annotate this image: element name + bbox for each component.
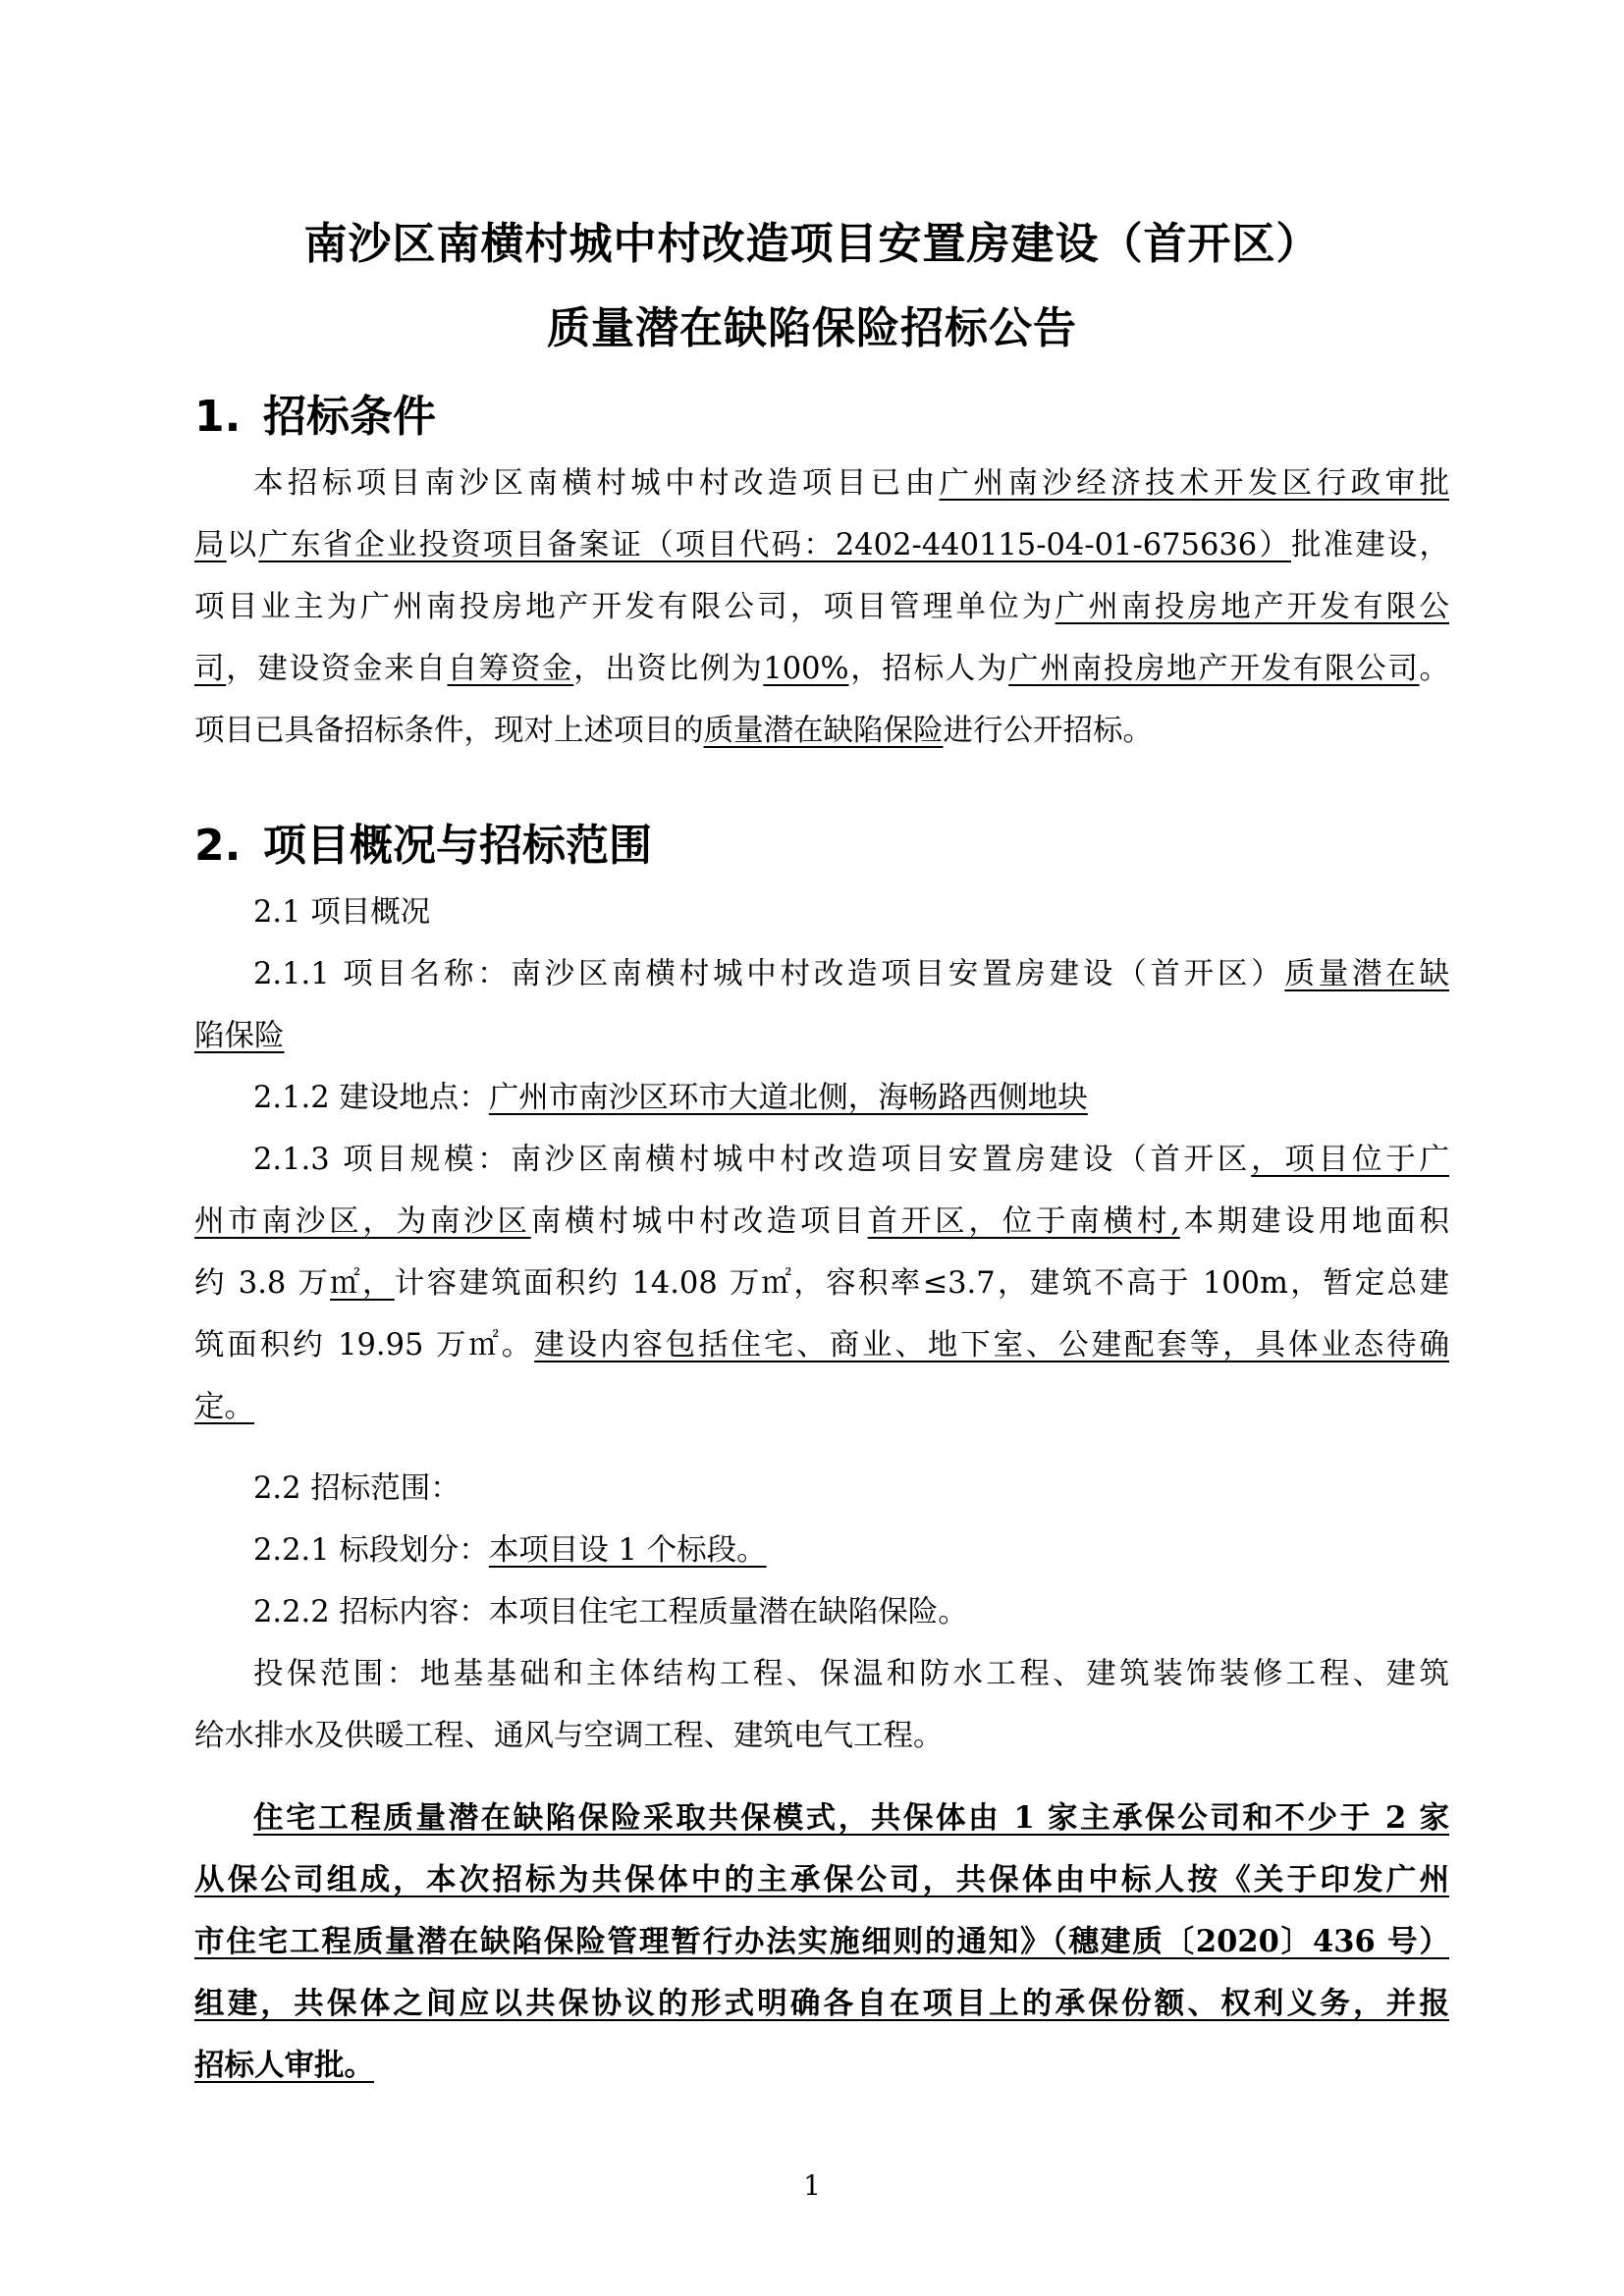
text-run: ，招标人为 (848, 652, 1009, 686)
text-run: 本招标项目南沙区南横村城中村改造项目已由 (253, 466, 940, 501)
text-run: 广州南沙经济技术开发区行政审批 (939, 466, 1450, 501)
text-run: 质量潜在缺陷保险 (703, 714, 944, 748)
section-2-heading (194, 810, 652, 873)
text-run: 计容建筑面积约 14.08 万㎡，容积率≤3.7，建筑不高于 100m，暂定总建 (394, 1266, 1449, 1301)
text-run: 。 (1419, 652, 1450, 686)
co-insurance-line: 组建，共保体之间应以共保协议的形式明确各自在项目上的承保份额、权利义务，并报 (194, 1986, 1449, 2021)
project-scale-line (194, 1326, 1449, 1365)
project-scale-line (194, 1202, 1449, 1242)
text-run: ㎡， (330, 1266, 395, 1301)
text-run: 南横村城中村改造项目 (530, 1204, 868, 1239)
text-run: 2.1.3 项目规模：南沙区南横村城中村改造项目安置房建设（首开区 (253, 1143, 1252, 1177)
paragraph-line (194, 526, 1449, 565)
lot-division-line (253, 1531, 1449, 1571)
text-run: 筑面积约 19.95 万㎡。 (194, 1328, 535, 1362)
title-line-2: 质量潜在缺陷保险招标公告 (547, 303, 1077, 353)
text-run: 质量潜在缺 (1284, 957, 1449, 991)
text-run: 项目业主为广州南投房地产开发有限公司，项目管理单位为 (194, 590, 1056, 624)
overview-label: 2.1 项目概况 (253, 895, 431, 930)
project-name-line-2 (194, 1017, 1449, 1056)
text-run: 广东省企业投资项目备案证（项目代码：2402-440115-04-01-675636） (258, 528, 1291, 562)
section-2-number: 2. (194, 821, 242, 871)
text-run: ，项目位于广 (1251, 1143, 1449, 1177)
tender-content-line: 2.2.2 招标内容：本项目住宅工程质量潜在缺陷保险。 (253, 1595, 968, 1629)
paragraph-line (253, 464, 1449, 504)
coverage-line: 给水排水及供暖工程、通风与空调工程、建筑电气工程。 (194, 1719, 944, 1753)
text-run: 建设内容包括住宅、商业、地下室、公建配套等，具体业态待确 (534, 1328, 1449, 1362)
text-run: 本期建设用地面积 (1179, 1204, 1450, 1239)
text-run: 2.1.2 建设地点： (253, 1081, 489, 1115)
text-run: 2.1.1 项目名称：南沙区南横村城中村改造项目安置房建设（首开区） (253, 957, 1285, 991)
title-line-1: 南沙区南横村城中村改造项目安置房建设（首开区） (303, 219, 1321, 269)
text-run: 司 (194, 652, 227, 686)
text-run: 局 (194, 528, 227, 562)
co-insurance-line: 市住宅工程质量潜在缺陷保险管理暂行办法实施细则的通知》（穗建质〔2020〕436 号） (194, 1924, 1449, 1959)
page-number: 1 (803, 2169, 821, 2202)
text-run: ，出资比例为 (573, 652, 764, 686)
project-location-line (253, 1079, 1449, 1118)
paragraph-line (194, 712, 1449, 751)
section-2-title: 项目概况与招标范围 (263, 821, 652, 871)
co-insurance-line: 住宅工程质量潜在缺陷保险采取共保模式，共保体由 1 家主承保公司和不少于 2 家 (253, 1800, 1449, 1836)
scope-label: 2.2 招标范围： (253, 1471, 460, 1506)
text-run: 约 3.8 万 (194, 1266, 331, 1301)
text-run: 批准建设， (1290, 528, 1450, 562)
project-scale-line (194, 1388, 1449, 1427)
text-run: 广州南投房地产开发有限公 (1055, 590, 1450, 624)
project-scale-line (194, 1264, 1449, 1304)
text-run: 进行公开招标。 (943, 714, 1153, 748)
co-insurance-line: 招标人审批。 (194, 2048, 374, 2083)
section-1-number: 1. (194, 392, 242, 442)
text-run: 2.2.1 标段划分： (253, 1533, 489, 1568)
project-scale-line (253, 1141, 1449, 1180)
text-run: ，建设资金来自 (226, 652, 448, 686)
paragraph-line (194, 588, 1449, 627)
project-name-line (253, 955, 1449, 994)
text-run: 100% (763, 652, 849, 686)
text-run: 陷保险 (194, 1019, 285, 1053)
text-run: 本项目设 1 个标段。 (488, 1533, 767, 1568)
section-1-heading (194, 381, 436, 444)
text-run: 项目已具备招标条件，现对上述项目的 (194, 714, 704, 748)
text-run: 州市南沙区，为南沙区 (194, 1204, 531, 1239)
text-run: 以 (226, 528, 259, 562)
text-run: 自筹资金 (447, 652, 574, 686)
paragraph-line (194, 650, 1449, 689)
text-run: 首开区，位于南横村, (867, 1204, 1180, 1239)
coverage-line: 投保范围：地基基础和主体结构工程、保温和防水工程、建筑装饰装修工程、建筑 (253, 1657, 1449, 1691)
text-run: 广州南投房地产开发有限公司 (1008, 652, 1420, 686)
co-insurance-line: 从保公司组成，本次招标为共保体中的主承保公司，共保体由中标人按《关于印发广州 (194, 1862, 1449, 1897)
text-run: 广州市南沙区环市大道北侧，海畅路西侧地块 (488, 1081, 1088, 1115)
section-1-title: 招标条件 (263, 392, 436, 442)
text-run: 定。 (194, 1390, 254, 1424)
